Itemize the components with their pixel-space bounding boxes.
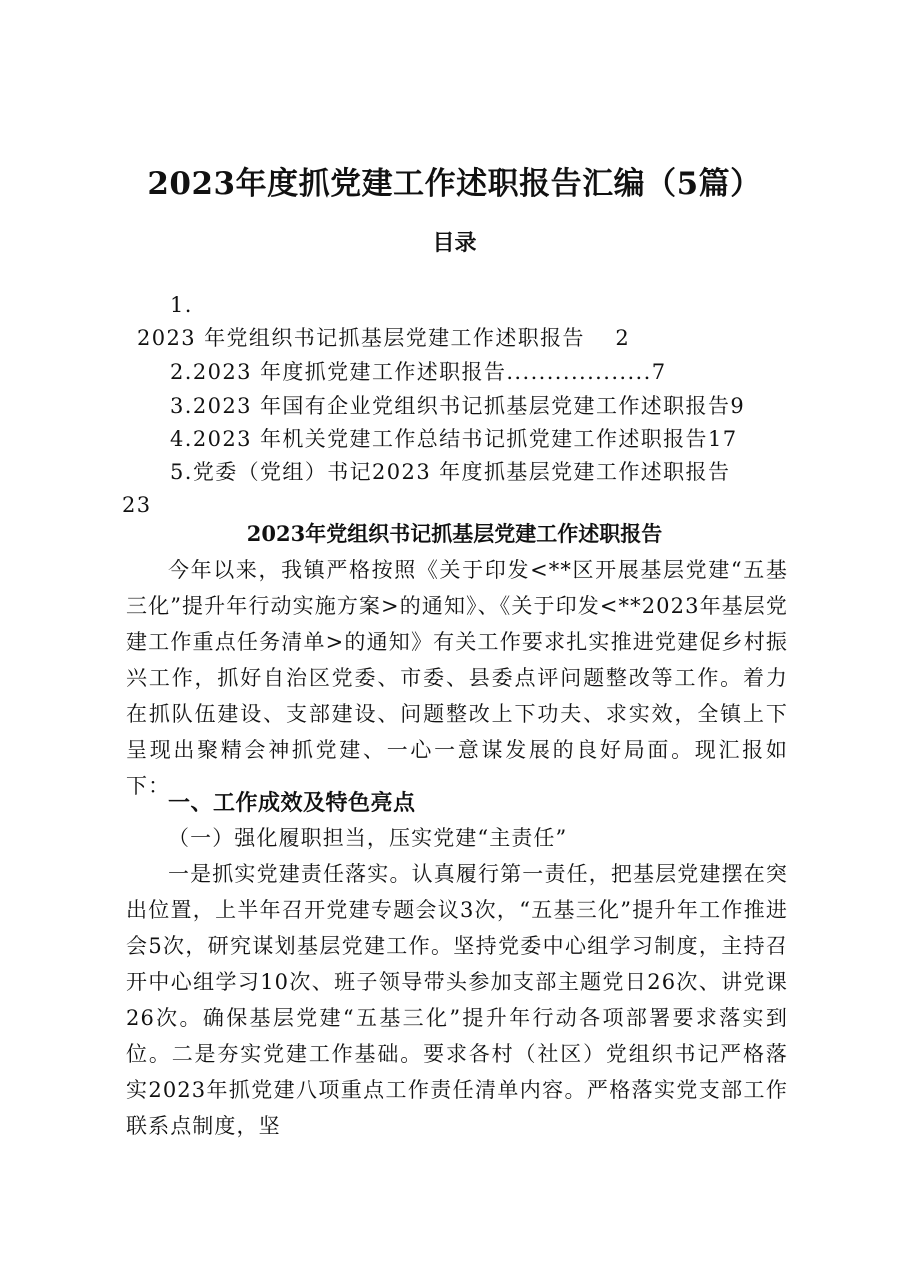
toc-item-5-page: 23 <box>122 493 152 517</box>
toc-item-1: 2023 年党组织书记抓基层党建工作述职报告 2 <box>137 326 631 350</box>
toc-item-3: 3.2023 年国有企业党组织书记抓基层党建工作述职报告9 <box>170 394 746 418</box>
intro-paragraph: 今年以来，我镇严格按照《关于印发<**区开展基层党建“五基三化”提升年行动实施方案>的通知》、《关于印发<**2023年基层党建工作重点任务清单>的通知》有关工作要求扎实推进党建促乡村振兴工作，抓好自治区党委、市委、县委点评问题整改等工作。着力在抓队伍建设、支部建设、问题整改上下功夫、求实效，全镇上下呈现出聚精会神抓党建、一心一意谋发展的良好局面。现汇报如下： <box>126 558 788 798</box>
toc-item-1-number: 1. <box>170 293 193 317</box>
heading-level-2: （一）强化履职担当，压实党建“主责任” <box>168 826 568 850</box>
body-paragraph: 一是抓实党建责任落实。认真履行第一责任，把基层党建摆在突出位置，上半年召开党建专题会议3次，“五基三化”提升年工作推进会5次，研究谋划基层党建工作。坚持党委中心组学习制度，主持召开中心组学习10次、班子领导带头参加支部主题党日26次、讲党课26次。确保基层党建“五基三化”提升年行动各项部署要求落实到位。二是夯实党建工作基础。要求各村（社区）党组织书记严格落实2023年抓党建八项重点工作责任清单内容。严格落实党支部工作联系点制度，坚 <box>126 862 788 1138</box>
heading-level-1: 一、工作成效及特色亮点 <box>168 790 416 816</box>
toc-item-4: 4.2023 年机关党建工作总结书记抓党建工作述职报告17 <box>170 427 738 451</box>
toc-item-5: 5.党委（党组）书记2023 年度抓基层党建工作述职报告 <box>170 460 731 484</box>
toc-heading: 目录 <box>432 230 477 256</box>
toc-item-2: 2.2023 年度抓党建工作述职报告..................7 <box>170 360 667 384</box>
section-title: 2023年党组织书记抓基层党建工作述职报告 <box>246 521 663 546</box>
document-title: 2023年度抓党建工作述职报告汇编（5篇） <box>147 166 762 202</box>
